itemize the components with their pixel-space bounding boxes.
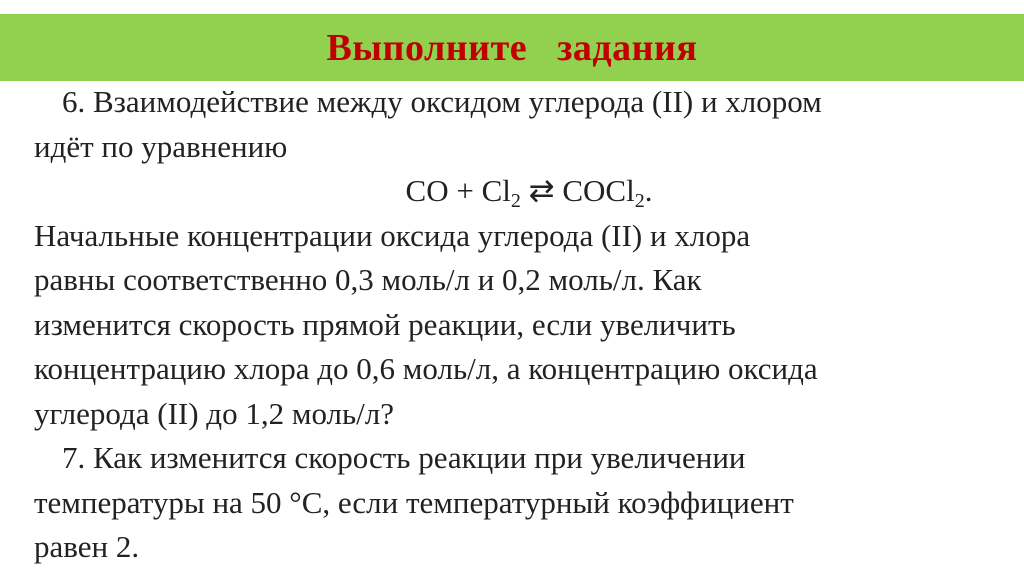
chemical-equation — [34, 169, 994, 214]
equation-reactant-subscript: 2 — [510, 190, 521, 212]
task6-line-7: углерода (II) до 1,2 моль/л? — [34, 395, 394, 431]
equation-product-subscript: 2 — [634, 190, 645, 212]
task6-line-5: изменится скорость прямой реакции, если увеличить — [34, 306, 736, 342]
title-banner — [0, 14, 1024, 81]
equilibrium-arrow: ⇄ — [520, 173, 563, 208]
task6-line-1: 6. Взаимодействие между оксидом углерода (II) и хлором — [62, 84, 822, 119]
task7-line-3: равен 2. — [34, 529, 140, 564]
equation-product: COCl — [562, 173, 635, 208]
task6-line-2: идёт по уравнению — [34, 128, 288, 164]
task-text — [34, 80, 994, 570]
equation-reactants: CO + Cl — [405, 173, 511, 208]
equation-end: . — [644, 173, 653, 208]
task6-line-6: концентрацию хлора до 0,6 моль/л, а концентрацию оксида — [34, 351, 818, 386]
slide-title: Выполните задания — [326, 26, 698, 69]
task7-line-1: 7. Как изменится скорость реакции при увеличении — [62, 440, 746, 475]
task6-line-3: Начальные концентрации оксида углерода (II) и хлора — [34, 217, 751, 253]
task6-line-4: равны соответственно 0,3 моль/л и 0,2 моль/л. Как — [34, 262, 702, 297]
task7-line-2: температуры на 50 °С, если температурный коэффициент — [34, 484, 794, 520]
